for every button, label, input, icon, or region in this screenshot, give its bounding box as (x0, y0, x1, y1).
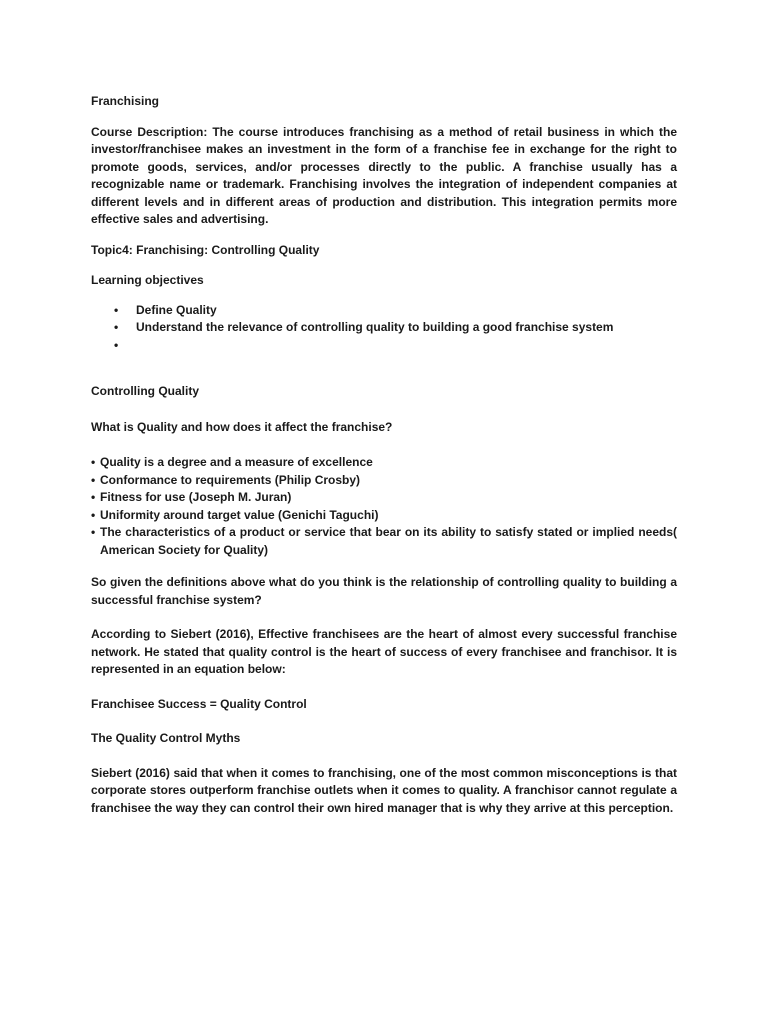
siebert-paragraph-1: According to Siebert (2016), Effective franchisees are the heart of almost every successful franchise network. He stated that quality control is the heart of success of every franchisee and franchisor. It is represented in an equation below: (91, 627, 677, 676)
section-spacer (91, 354, 677, 383)
list-item (91, 524, 677, 559)
course-description: Course Description: The course introduces franchising as a method of retail business in which the investor/franchisee makes an investment in the form of a franchise fee in exchange for the right to promote goods, services, and/or processes directly to the public. A franchise usually has a recognizable name or trademark. Franchising involves the integration of independent companies at different levels and in different areas of production and distribution. This integration permits more effective sales and advertising. (91, 124, 677, 226)
bullet-icon: • (114, 320, 119, 334)
quality-question: What is Quality and how does it affect the franchise? (91, 419, 393, 434)
relationship-question: So given the definitions above what do you think is the relationship of controlling quality to building a successful franchise system? (91, 575, 677, 607)
bullet-icon: • (91, 472, 96, 487)
objective-text: Understand the relevance of controlling quality to building a good franchise system (136, 320, 614, 334)
bullet-icon: • (114, 302, 119, 317)
list-item (91, 319, 677, 337)
bullet-icon: • (91, 507, 96, 522)
learning-objectives-list (91, 302, 677, 355)
siebert-paragraph-2: Siebert (2016) said that when it comes to franchising, one of the most common misconceptions is that corporate stores outperform franchise outlets when it comes to quality. A franchisor cannot regulate a franchisee the way they can control their own hired manager that is why they arrive at this perception. (91, 765, 677, 815)
list-item (91, 472, 677, 490)
bullet-icon: • (91, 455, 96, 469)
list-item (91, 507, 677, 525)
list-item (91, 302, 677, 320)
document-page (91, 93, 677, 817)
definition-text: Conformance to requirements (Philip Crosby) (100, 472, 361, 487)
list-item (91, 454, 677, 472)
controlling-quality-heading: Controlling Quality (91, 384, 199, 398)
list-item (91, 489, 677, 507)
bullet-icon: • (91, 525, 96, 539)
topic-heading: Topic4: Franchising: Controlling Quality (91, 242, 320, 257)
learning-objectives-heading: Learning objectives (91, 273, 204, 287)
myths-heading: The Quality Control Myths (91, 731, 241, 745)
quality-definitions-list (91, 454, 677, 559)
objective-text: Define Quality (136, 302, 217, 317)
equation: Franchisee Success = Quality Control (91, 696, 307, 711)
bullet-icon: • (114, 337, 119, 352)
bullet-icon: • (91, 490, 96, 504)
definition-text: Fitness for use (Joseph M. Juran) (100, 490, 292, 504)
list-item (91, 337, 677, 355)
definition-text: Uniformity around target value (Genichi Taguchi) (100, 507, 379, 522)
definition-text: Quality is a degree and a measure of excellence (100, 455, 373, 469)
definition-text: The characteristics of a product or service that bear on its ability to satisfy stated or implied needs( American Society for Quality) (100, 525, 677, 557)
document-title: Franchising (91, 94, 160, 108)
